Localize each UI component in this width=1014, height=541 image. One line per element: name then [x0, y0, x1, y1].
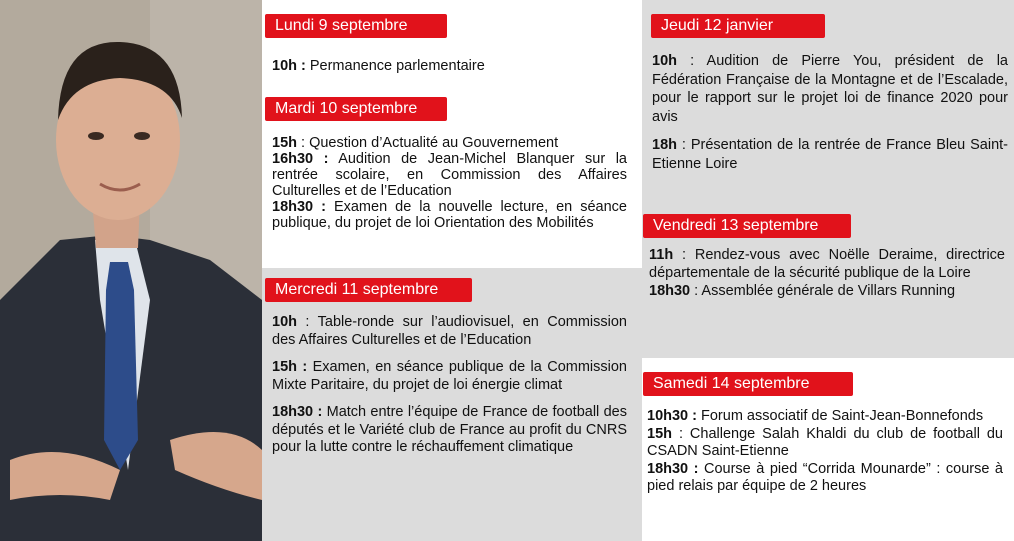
- schedule-item: 10h30 : Forum associatif de Saint-Jean-Bonnefonds: [647, 408, 984, 424]
- schedule-item: 18h30 : Examen de la nouvelle lecture, en séance publique, du projet de loi Orientation des Mobilités: [272, 199, 627, 231]
- schedule-item: 15h : Challenge Salah Khaldi du club de football du CSADN Saint-Etienne: [647, 425, 1003, 459]
- schedule-item: 11h : Rendez-vous avec Noëlle Deraime, directrice départementale de la sécurité publique de la Loire: [649, 247, 1005, 281]
- schedule-mercredi: [272, 314, 627, 461]
- schedule-item: 10h : Permanence parlementaire: [272, 58, 485, 74]
- day-header-jeudi: Jeudi 12 janvier: [651, 14, 825, 38]
- schedule-item: 18h : Présentation de la rentrée de France Bleu Saint-Etienne Loire: [652, 137, 1008, 172]
- schedule-item: 16h30 : Audition de Jean-Michel Blanquer sur la rentrée scolaire, en Commission des Affaires Culturelles et de l’Education: [272, 151, 627, 199]
- schedule-lundi: [272, 58, 627, 80]
- schedule-mardi: [272, 135, 627, 231]
- schedule-item: 15h : Examen, en séance publique de la Commission Mixte Paritaire, du projet de loi énergie climat: [272, 359, 627, 393]
- schedule-item: 18h30 : Assemblée générale de Villars Running: [649, 283, 956, 299]
- day-header-samedi: Samedi 14 septembre: [643, 372, 853, 396]
- schedule-vendredi: [649, 246, 1005, 300]
- day-header-vendredi: Vendredi 13 septembre: [643, 214, 851, 238]
- schedule-item: 10h : Table-ronde sur l’audiovisuel, en Commission des Affaires Culturelles et de l’Education: [272, 314, 627, 348]
- day-header-mercredi: Mercredi 11 septembre: [265, 278, 472, 302]
- schedule-jeudi: [652, 52, 1008, 177]
- schedule-item: 18h30 : Course à pied “Corrida Mounarde” : course à pied relais par équipe de 2 heures: [647, 460, 1003, 494]
- portrait-photo: [0, 0, 262, 541]
- day-header-mardi: Mardi 10 septembre: [265, 97, 447, 121]
- schedule-item: 10h : Audition de Pierre You, président de la Fédération Française de la Montagne et de l’Escalade, pour le rapport sur le projet loi de finance 2020 pour avis: [652, 53, 1008, 125]
- day-header-lundi: Lundi 9 septembre: [265, 14, 447, 38]
- schedule-item: 15h : Question d’Actualité au Gouvernement: [272, 135, 559, 151]
- schedule-samedi: [647, 408, 1003, 496]
- schedule-item: 18h30 : Match entre l’équipe de France de football des députés et le Variété club de France au profit du CNRS pour la lutte contre le réchauffement climatique: [272, 404, 627, 455]
